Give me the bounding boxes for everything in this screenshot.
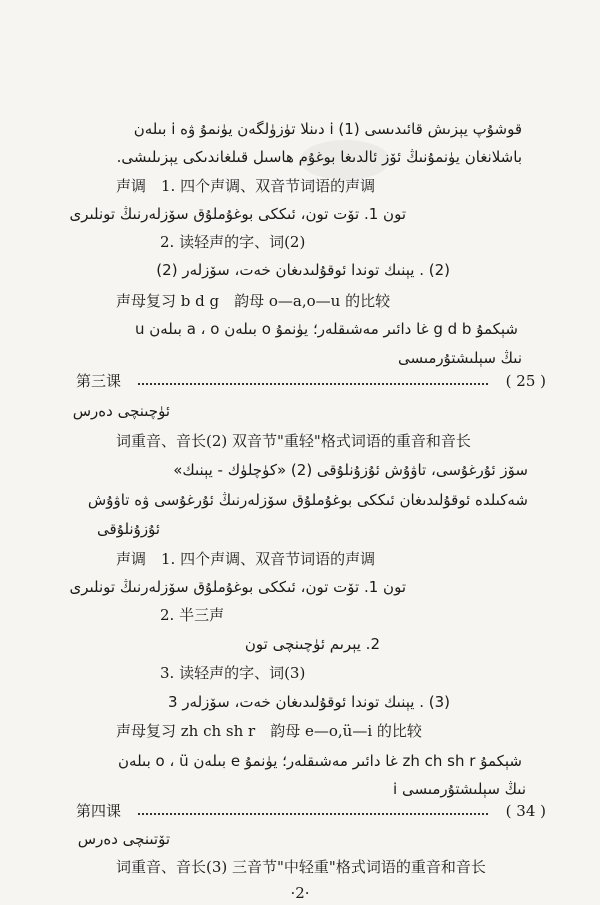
text-line: نىڭ سېلىشتۇرمىسى: [397, 349, 522, 367]
section-heading: 2. 读轻声的字、词(2): [160, 233, 306, 251]
text-line: سۆز ئۇرغۇسى، تاۋۇش ئۇزۇنلۇقى (2) «كۈچلۈك - يېنىك»: [173, 461, 528, 479]
text-line: شېكمۇ g d b غا دائىر مەشىقلەر؛ يۈنمۇ o بىلەن a ، o بىلەن u: [134, 320, 518, 338]
section-heading: 声调 1. 四个声调、双音节词语的声调: [116, 550, 376, 568]
section-heading: 3. 读轻声的字、词(3): [160, 664, 306, 682]
text-line: i نىڭ سېلىشتۇرمىسى: [393, 780, 526, 798]
section-heading: 2. 半三声: [160, 606, 225, 624]
lesson-page: ( 34 ): [505, 802, 546, 820]
lesson-title: تۆتىنچى دەرس: [77, 830, 170, 848]
dot-leader: [138, 811, 488, 815]
toc-row-lesson-3[interactable]: [76, 370, 546, 392]
text-line: تون 1. تۆت تون، ئىككى بوغۇملۇق سۆزلەرنىڭ تونلىرى: [69, 578, 406, 596]
lesson-label: 第三课: [76, 372, 122, 390]
text-line: شەكىلدە ئوقۇلىدىغان ئىككى بوغۇملۇق سۆزلەرنىڭ ئۇرغۇسى ۋە تاۋۇش: [87, 491, 528, 509]
text-line: (3) . يېنىك توندا ئوقۇلىدىغان خەت، سۆزلەر 3: [168, 693, 450, 711]
text-line: تون 1. تۆت تون، ئىككى بوغۇملۇق سۆزلەرنىڭ تونلىرى: [69, 205, 406, 223]
text-line: قوشۇپ يېزىش قائىدىسى (1) i دىنلا تۈزۈلگەن يۈنمۇ ۋە i بىلەن: [133, 120, 522, 138]
text-line: ئۇزۇنلۇقى: [97, 520, 160, 538]
section-heading: 声母复习 b d g 韵母 o—a,o—u 的比较: [116, 292, 391, 310]
dot-leader: [138, 381, 488, 385]
text-line: (2) . يېنىك توندا ئوقۇلىدىغان خەت، سۆزلەر (2): [156, 261, 450, 279]
text-line: باشلانغان يۈنمۇنىڭ ئۆز ئالدىغا بوغۇم ھاسىل قىلغاندىكى يېزىلىشى.: [116, 148, 522, 166]
lesson-title: ئۈچىنچى دەرس: [72, 402, 170, 420]
toc-row-lesson-4[interactable]: [76, 800, 546, 822]
section-heading: 声调 1. 四个声调、双音节词语的声调: [116, 177, 376, 195]
page-number: ·2·: [290, 884, 310, 902]
section-heading: 声母复习 zh ch sh r 韵母 e—o,ü—i 的比较: [116, 722, 422, 740]
lesson-page: ( 25 ): [505, 372, 546, 390]
section-heading: 词重音、音长(3) 三音节"中轻重"格式词语的重音和音长: [116, 858, 486, 876]
text-line: شېكمۇ zh ch sh r غا دائىر مەشىقلەر؛ يۈنمۇ e بىلەن o ، ü بىلەن: [118, 752, 522, 770]
lesson-label: 第四课: [76, 802, 122, 820]
section-heading: 词重音、音长(2) 双音节"重轻"格式词语的重音和音长: [116, 432, 471, 450]
text-line: 2. يېرىم ئۈچىنچى تون: [244, 635, 380, 653]
